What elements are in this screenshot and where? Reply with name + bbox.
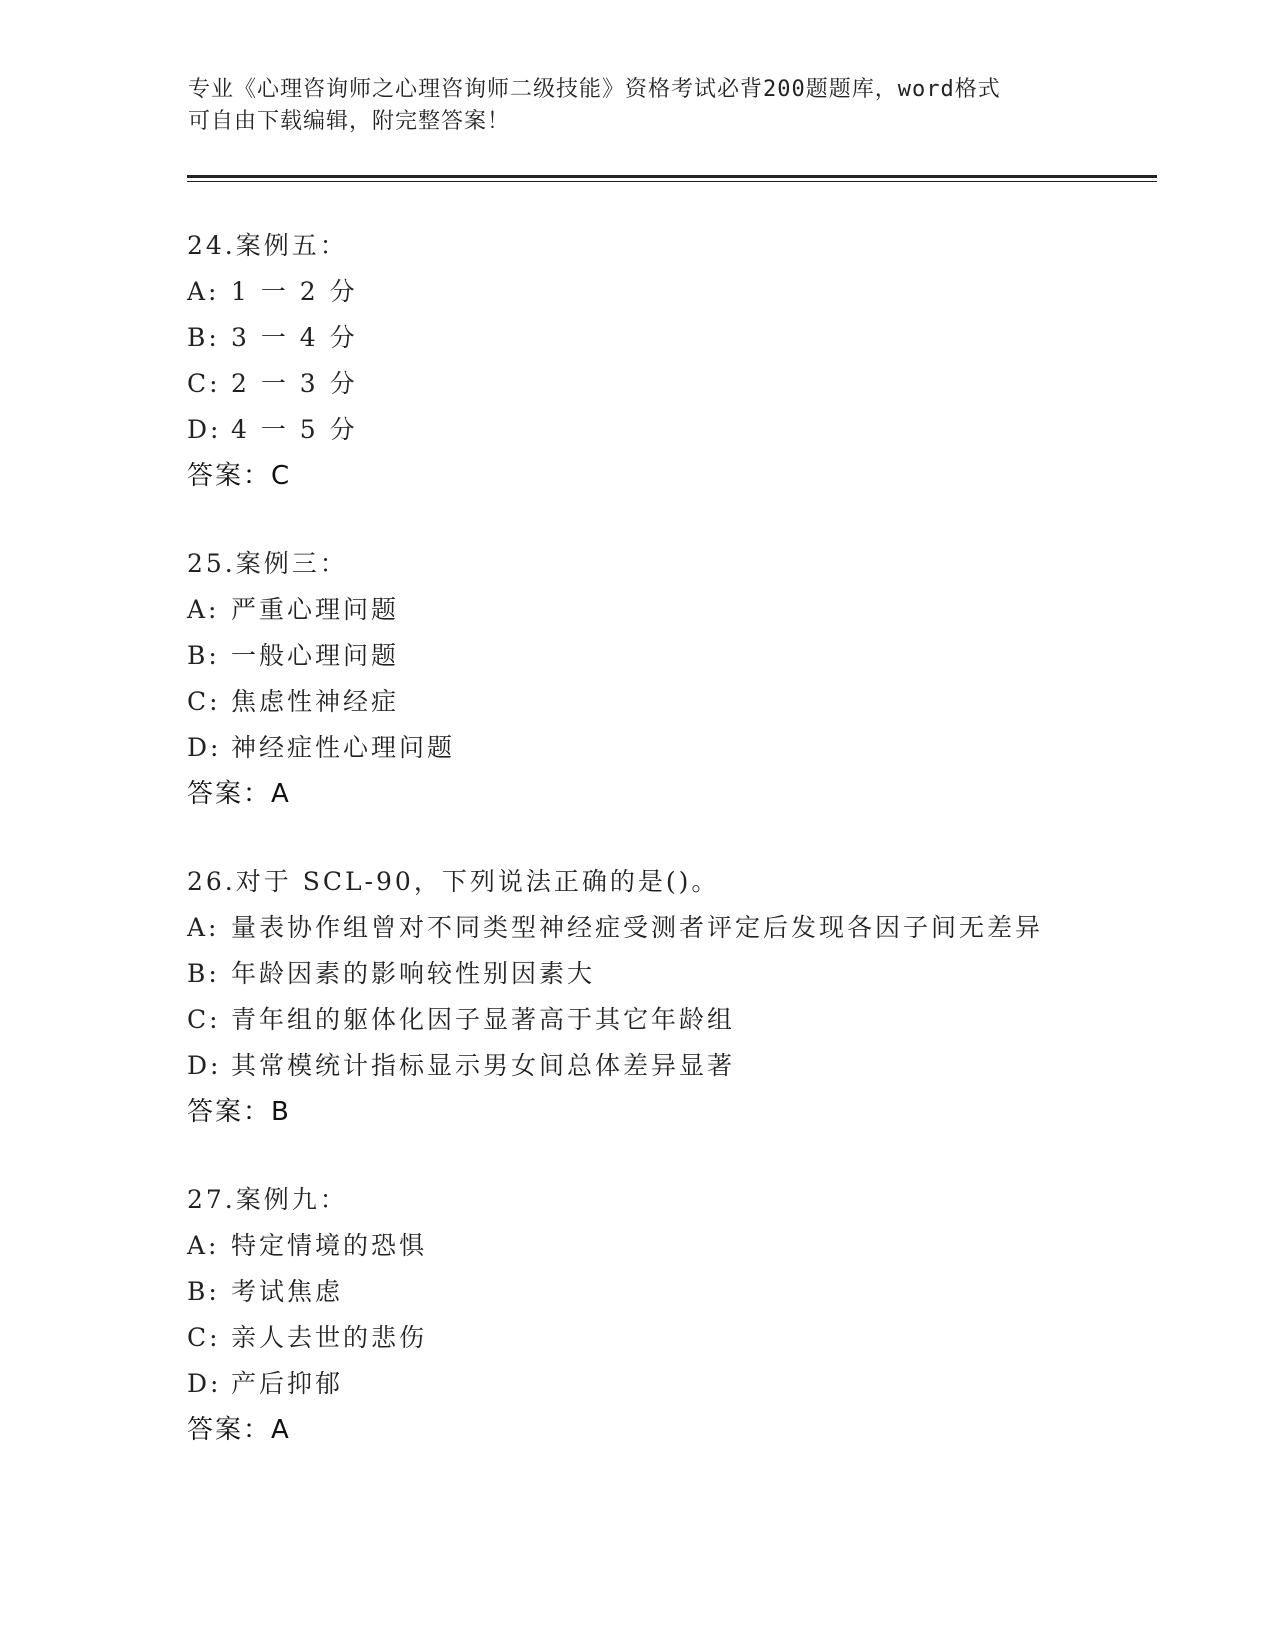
option-text: 考试焦虑	[231, 1277, 344, 1306]
option-letter: A:	[187, 277, 220, 306]
option-b	[187, 633, 1137, 679]
option-letter: B:	[187, 641, 220, 670]
question-title: 24.案例五：	[187, 231, 348, 260]
option-d	[187, 407, 1137, 453]
header-line-1: 专业《心理咨询师之心理咨询师二级技能》资格考试必背200题题库，word格式	[188, 77, 1001, 102]
answer-line: 答案：A	[187, 1415, 291, 1445]
option-d	[187, 1043, 1137, 1089]
option-c	[187, 997, 1137, 1043]
option-letter: A:	[187, 1231, 220, 1260]
header-divider-thick	[187, 175, 1157, 178]
option-letter: C:	[187, 369, 221, 398]
option-text: 1 一 2 分	[231, 277, 358, 306]
option-text: 4 一 5 分	[231, 415, 358, 444]
option-text: 2 一 3 分	[231, 369, 358, 398]
answer-line: 答案：C	[187, 461, 292, 491]
answer-line: 答案：B	[187, 1097, 291, 1127]
option-d	[187, 725, 1137, 771]
option-letter: D:	[187, 415, 222, 444]
option-b	[187, 315, 1137, 361]
option-letter: C:	[187, 687, 221, 716]
option-letter: B:	[187, 1277, 220, 1306]
question-26	[187, 859, 1137, 1135]
option-text: 青年组的躯体化因子显著高于其它年龄组	[231, 1005, 736, 1034]
option-text: 其常模统计指标显示男女间总体差异显著	[231, 1051, 736, 1080]
option-a	[187, 1223, 1137, 1269]
option-text: 3 一 4 分	[231, 323, 358, 352]
option-text: 焦虑性神经症	[231, 687, 400, 716]
option-c	[187, 679, 1137, 725]
option-text: 亲人去世的悲伤	[231, 1323, 428, 1352]
option-letter: A:	[187, 913, 220, 942]
option-letter: B:	[187, 323, 220, 352]
header-divider-thin	[187, 181, 1157, 182]
option-c	[187, 1315, 1137, 1361]
option-a	[187, 905, 1137, 951]
option-text: 量表协作组曾对不同类型神经症受测者评定后发现各因子间无差异	[231, 913, 1044, 942]
question-25	[187, 541, 1137, 817]
option-letter: B:	[187, 959, 220, 988]
option-text: 特定情境的恐惧	[231, 1231, 428, 1260]
option-b	[187, 951, 1137, 997]
question-title: 26.对于 SCL-90，下列说法正确的是()。	[187, 867, 720, 896]
option-text: 年龄因素的影响较性别因素大	[231, 959, 596, 988]
option-text: 严重心理问题	[231, 595, 400, 624]
question-27	[187, 1177, 1137, 1453]
option-letter: C:	[187, 1323, 221, 1352]
option-letter: C:	[187, 1005, 221, 1034]
option-text: 神经症性心理问题	[231, 733, 456, 762]
document-header	[188, 74, 1088, 138]
option-a	[187, 269, 1137, 315]
question-title: 27.案例九：	[187, 1185, 348, 1214]
option-letter: A:	[187, 595, 220, 624]
header-line-2: 可自由下载编辑，附完整答案！	[188, 109, 511, 134]
option-text: 产后抑郁	[231, 1369, 344, 1398]
question-24	[187, 223, 1137, 499]
option-letter: D:	[187, 733, 222, 762]
option-letter: D:	[187, 1051, 222, 1080]
option-d	[187, 1361, 1137, 1407]
option-text: 一般心理问题	[231, 641, 400, 670]
question-title: 25.案例三：	[187, 549, 348, 578]
option-c	[187, 361, 1137, 407]
answer-line: 答案：A	[187, 779, 291, 809]
option-b	[187, 1269, 1137, 1315]
option-letter: D:	[187, 1369, 222, 1398]
option-a	[187, 587, 1137, 633]
